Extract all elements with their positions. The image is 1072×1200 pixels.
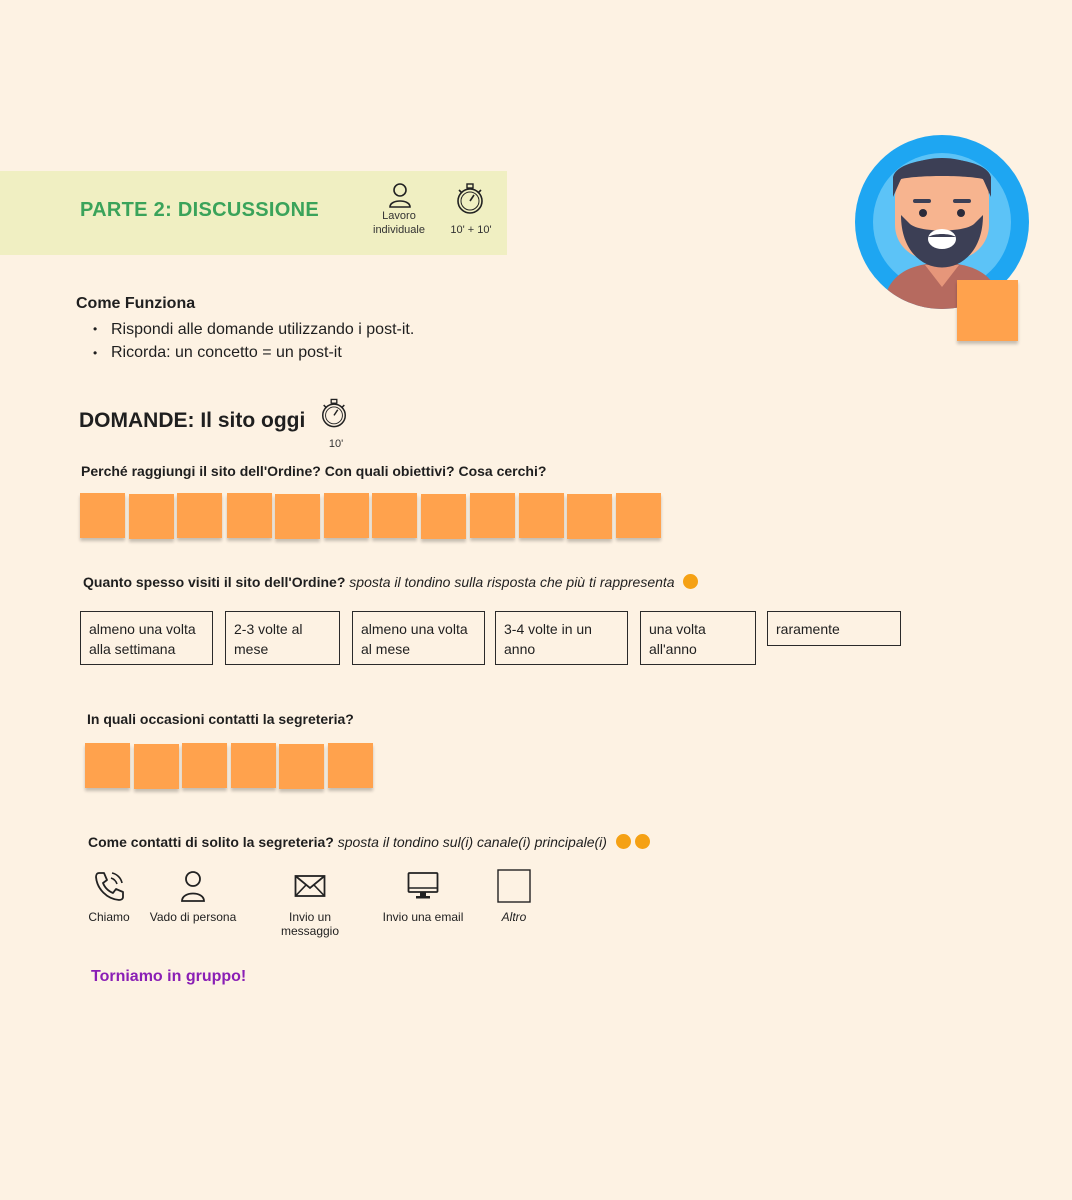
sticky-note[interactable] bbox=[372, 493, 417, 538]
sticky-note[interactable] bbox=[616, 493, 661, 538]
question-4 bbox=[88, 834, 650, 850]
empty-box-icon bbox=[464, 868, 564, 904]
channel-label: Vado di persona bbox=[149, 910, 237, 924]
sticky-note[interactable] bbox=[85, 743, 130, 788]
stopwatch-icon bbox=[319, 397, 349, 435]
channel-in-person[interactable] bbox=[143, 868, 243, 924]
sticky-note[interactable] bbox=[129, 494, 174, 539]
sticky-note[interactable] bbox=[134, 744, 179, 789]
sticky-note[interactable] bbox=[80, 493, 125, 538]
frequency-option[interactable]: almeno una volta alla settimana bbox=[80, 611, 213, 665]
how-it-works-title: Come Funziona bbox=[76, 295, 196, 312]
question-2-hint: sposta il tondino sulla risposta che più ti rappresenta bbox=[349, 574, 675, 590]
channel-email[interactable] bbox=[373, 868, 473, 924]
sticky-note[interactable] bbox=[567, 494, 612, 539]
envelope-icon bbox=[260, 868, 360, 904]
channel-message[interactable] bbox=[260, 868, 360, 938]
channel-other[interactable] bbox=[464, 868, 564, 924]
sticky-note[interactable] bbox=[470, 493, 515, 538]
question-4-text: Come contatti di solito la segreteria? bbox=[88, 834, 334, 850]
sticky-note[interactable] bbox=[324, 493, 369, 538]
frequency-option[interactable]: 3-4 volte in un anno bbox=[495, 611, 628, 665]
frequency-option[interactable]: 2-3 volte al mese bbox=[225, 611, 340, 665]
answer-dot[interactable] bbox=[616, 834, 631, 849]
question-3: In quali occasioni contatti la segreteria? bbox=[87, 711, 354, 727]
questions-section-title: DOMANDE: Il sito oggi bbox=[79, 409, 306, 432]
monitor-icon bbox=[373, 868, 473, 904]
sticky-note[interactable] bbox=[231, 743, 276, 788]
stopwatch-icon bbox=[454, 182, 486, 221]
question-2-text: Quanto spesso visiti il sito dell'Ordine? bbox=[83, 574, 346, 590]
frequency-option[interactable]: almeno una volta al mese bbox=[352, 611, 485, 665]
how-it-works-list bbox=[93, 318, 414, 365]
section-timer-label: 10' bbox=[328, 438, 344, 450]
sticky-note[interactable] bbox=[519, 493, 564, 538]
work-mode-label: Lavoro individuale bbox=[373, 210, 425, 236]
instruction-item: • Rispondi alle domande utilizzando i post-it. bbox=[93, 318, 414, 341]
sticky-note[interactable] bbox=[328, 743, 373, 788]
sticky-note[interactable] bbox=[421, 494, 466, 539]
sticky-note[interactable] bbox=[275, 494, 320, 539]
channel-label: Invio un messaggio bbox=[280, 910, 340, 938]
question-2 bbox=[83, 574, 698, 590]
section-title: PARTE 2: DISCUSSIONE bbox=[80, 199, 319, 221]
person-icon bbox=[143, 868, 243, 904]
timer-label: 10' + 10' bbox=[450, 224, 492, 236]
instruction-item: • Ricorda: un concetto = un post-it bbox=[93, 341, 414, 364]
answer-dot[interactable] bbox=[635, 834, 650, 849]
sticky-note[interactable] bbox=[177, 493, 222, 538]
channel-label: Altro bbox=[501, 910, 527, 924]
frequency-option[interactable]: una volta all'anno bbox=[640, 611, 756, 665]
channel-label: Chiamo bbox=[88, 910, 130, 924]
sticky-note[interactable] bbox=[227, 493, 272, 538]
sticky-note[interactable] bbox=[957, 280, 1018, 341]
question-1: Perché raggiungi il sito dell'Ordine? Con quali obiettivi? Cosa cerchi? bbox=[81, 463, 547, 479]
question-4-hint: sposta il tondino sul(i) canale(i) principale(i) bbox=[337, 834, 607, 850]
sticky-note[interactable] bbox=[279, 744, 324, 789]
sticky-note[interactable] bbox=[182, 743, 227, 788]
frequency-option[interactable]: raramente bbox=[767, 611, 901, 646]
back-to-group-text: Torniamo in gruppo! bbox=[91, 968, 247, 985]
answer-dot[interactable] bbox=[683, 574, 698, 589]
channel-label: Invio una email bbox=[382, 910, 464, 924]
